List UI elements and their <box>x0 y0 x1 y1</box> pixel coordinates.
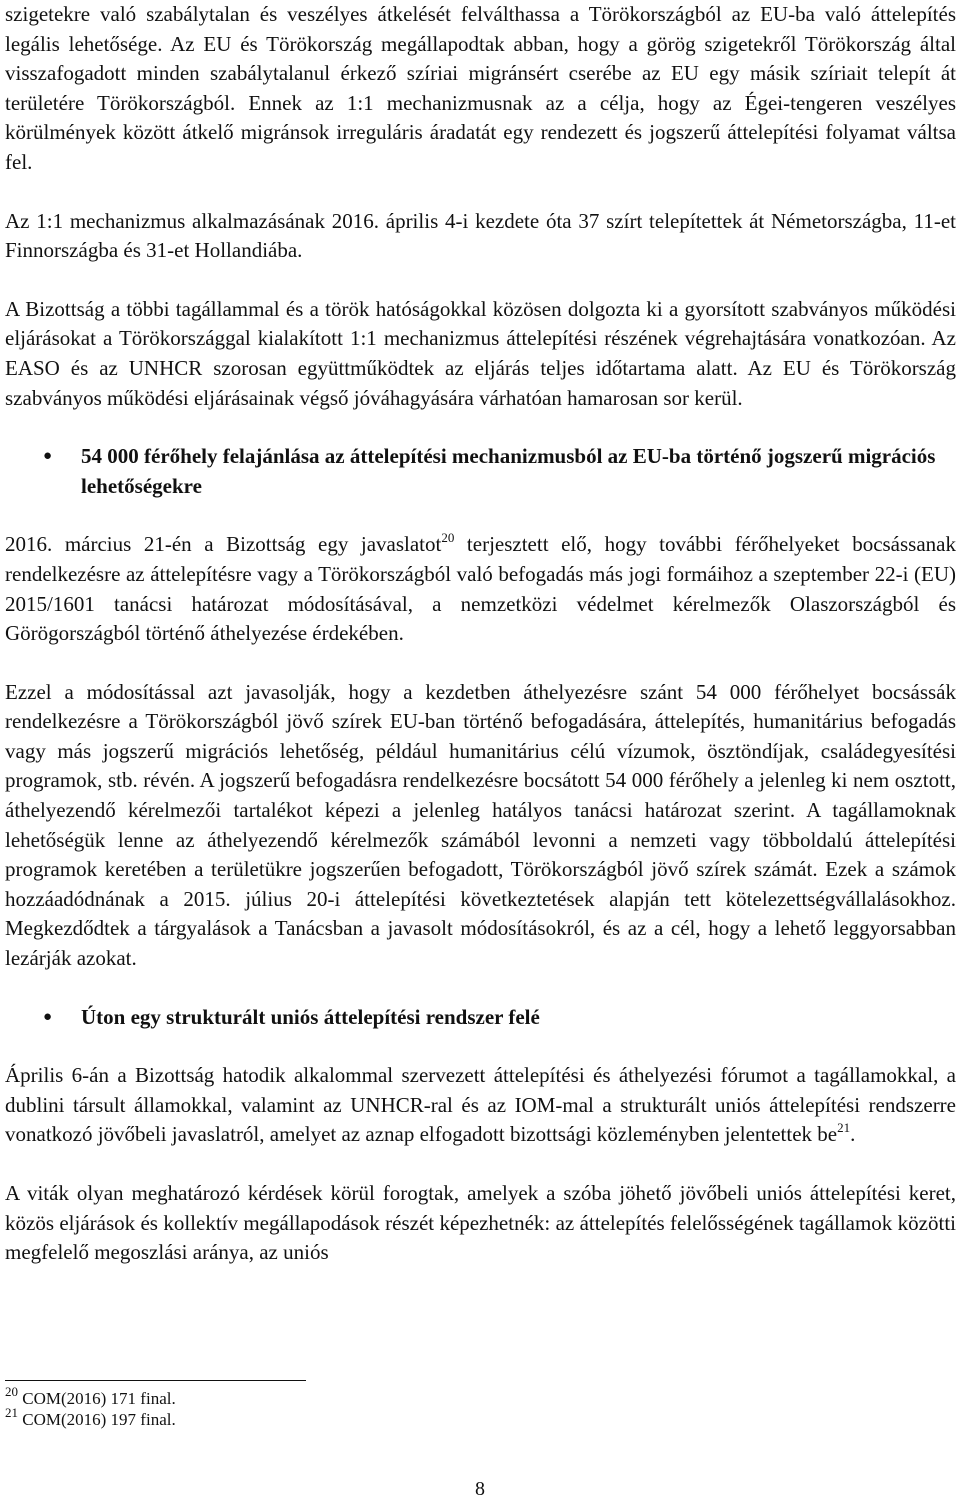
page-number: 8 <box>475 1478 485 1500</box>
heading-text: Úton egy strukturált uniós áttelepítési rendszer felé <box>81 1004 540 1029</box>
section-heading-structured-resettlement <box>5 1003 956 1033</box>
footnote-21 <box>5 1405 176 1430</box>
paragraph-march-proposal <box>5 530 956 648</box>
section-heading-54000-places <box>5 442 956 501</box>
document-body <box>5 0 956 1268</box>
footnote-number: 21 <box>5 1405 18 1421</box>
bullet-icon: ● <box>43 448 53 465</box>
paragraph-text: . <box>850 1122 856 1147</box>
paragraph-april-forum <box>5 1061 956 1150</box>
footnote-number: 20 <box>5 1384 18 1400</box>
footnote-text: COM(2016) 197 final. <box>18 1410 176 1429</box>
footnotes <box>5 1384 176 1430</box>
paragraph-text: terjesztett elő, hogy további férőhelyeket bocsássanak rendelkezésre az áttelepítésre vagy a Törökországból való befogadás más jogi formáihoz a szeptember 22-i (EU) 2015/1601 tanácsi határozat módosításával, a nemzetközi védelmet kérelmezők Olaszországból és Görögországból történő áthelyezése érdekében. <box>5 532 956 646</box>
footnote-ref-20[interactable]: 20 <box>441 530 455 546</box>
paragraph-1-to-1-mechanism-intro: szigetekre való szabálytalan és veszélyes átkelését felválthassa a Törökországból az EU-ba való áttelepítés legális lehetősége. Az EU és Törökország megállapodtak abban, hogy a görög szigetekről Törökország által visszafogadott minden szabálytalanul érkező szíriai migránsért cserébe az EU egy másik szíriait telepít át területére Törökországból. Ennek az 1:1 mechanizmusnak az a célja, hogy az Égei-tengeren veszélyes körülmények között átkelő migránsok irreguláris áradatát egy rendezett és jogszerű áttelepítési folyamat váltsa fel. <box>5 2 956 174</box>
paragraph-text: 2016. március 21-én a Bizottság egy javaslatot <box>5 532 442 557</box>
footnote-20 <box>5 1384 176 1409</box>
bullet-icon: ● <box>43 1008 53 1025</box>
paragraph-standard-procedures: A Bizottság a többi tagállammal és a török hatóságokkal közösen dolgozta ki a gyorsított szabványos működési eljárásokat a Törökországgal kialakított 1:1 mechanizmus áttelepítési részének végrehajtására vonatkozóan. Az EASO és az UNHCR szorosan együttműködtek az eljárás teljes időtartama alatt. Az EU és Törökország szabványos működési eljárásainak végső jóváhagyására várhatóan hamarosan sor kerül. <box>5 296 956 410</box>
footnote-ref-21[interactable]: 21 <box>837 1120 851 1136</box>
paragraph-discussion-topics: A viták olyan meghatározó kérdések körül forogtak, amelyek a szóba jöhető jövőbeli uniós áttelepítési keret, közös eljárások és kollektív megállapodások részét képezhetnék: az áttelepítés felelősségének tagállamok közötti megfelelő megoszlási aránya, az uniós <box>5 1181 956 1265</box>
paragraph-text: Április 6-án a Bizottság hatodik alkalommal szervezett áttelepítési és áthelyezési fórumot a tagállamokkal, a dublini társult államokkal, valamint az UNHCR-ral és az IOM-mal a strukturált uniós áttelepítési rendszerre vonatkozó jövőbeli javaslatról, amelyet az aznap elfogadott bizottsági közleményben jelentettek be <box>5 1063 956 1147</box>
paragraph-amendment-details: Ezzel a módosítással azt javasolják, hogy a kezdetben áthelyezésre szánt 54 000 férőhelyet bocsássák rendelkezésre a Törökországból jövő szírek EU-ban történő befogadására, áttelepítés, humanitárius befogadás vagy más jogszerű migrációs lehetőség, például humanitárius célú vízumok, ösztöndíjak, családegyesítési programok, stb. révén. A jogszerű befogadásra rendelkezésre bocsátott 54 000 férőhely a jelenleg ki nem osztott, áthelyezendő kérelmezői tartalékot képezi a jelenleg hatályos tanácsi határozat szerint. A tagállamoknak lehetőségük lenne az áthelyezendő kérelmezők számából levonni a nemzeti vagy többoldalú áttelepítési programok keretében a területükre jogszerűen befogadott, Törökországból jövő szírek számát. Ezek a számok hozzáadódnának a 2015. július 20-i áttelepítési következtetések alapján tett kötelezettségvállalásokhoz. Megkezdődtek a tárgyalások a Tanácsban a javasolt módosításokról, és az a cél, hogy a lehető leggyorsabban lezárják azokat. <box>5 679 956 971</box>
footnote-separator <box>5 1380 306 1381</box>
footnote-text: COM(2016) 171 final. <box>18 1389 176 1408</box>
paragraph-resettlement-figures: Az 1:1 mechanizmus alkalmazásának 2016. április 4-i kezdete óta 37 szírt telepítettek át Németországba, 11-et Finnországba és 31-et Hollandiába. <box>5 208 956 263</box>
heading-text: 54 000 férőhely felajánlása az áttelepítési mechanizmusból az EU-ba történő jogszerű migrációs lehetőségekre <box>81 444 936 498</box>
